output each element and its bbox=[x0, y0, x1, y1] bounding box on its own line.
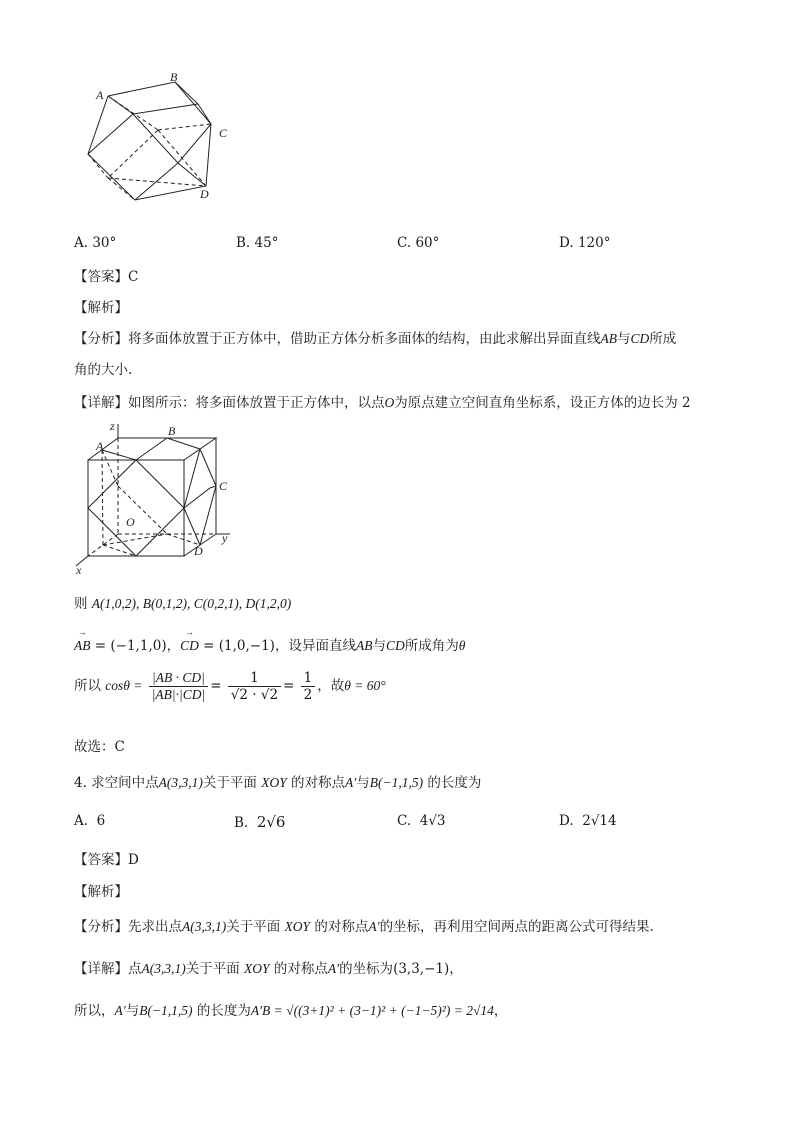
fig2-label-B: B bbox=[168, 424, 176, 438]
q3-vectors: → AB = (−1,1,0)，→ CD = (1,0,−1)，设异面直线AB与CD所成角为θ bbox=[74, 634, 465, 654]
q4-stem: 4. 求空间中点A(3,3,1)关于平面 XOY 的对称点A′与B(−1,1,5) 的长度为 bbox=[74, 775, 482, 791]
q3-conclusion: 故选：C bbox=[74, 739, 125, 755]
q4-final: 所以，A′与B(−1,1,5) 的长度为A′B = √((3+1)² + (3−1)² + (−1−5)²) = 2√14， bbox=[74, 1003, 508, 1019]
q4-jiexi-heading: 【解析】 bbox=[74, 884, 128, 900]
q4-option-b: B. 2√6 bbox=[234, 813, 286, 831]
fig1-label-B: B bbox=[170, 70, 178, 84]
q3-fenxi-cont: 角的大小. bbox=[74, 362, 133, 378]
figure-polyhedron bbox=[78, 68, 248, 208]
fig1-label-A: A bbox=[96, 88, 104, 102]
q4-option-d: D. 2√14 bbox=[559, 813, 617, 829]
q4-option-a: A. 6 bbox=[74, 813, 106, 829]
fig2-label-z: z bbox=[110, 419, 115, 433]
fig2-label-y: y bbox=[222, 531, 228, 545]
q3-cos-formula: 所以 cosθ = $\frac{|AB \cdot CD|}{|AB|\cdot|CD|}$ = $\frac{1}{√2 \cdot √2}$ = $\frac{1}{2}$ ，故θ = 60° bbox=[74, 670, 386, 703]
q3-fenxi: 【分析】将多面体放置于正方体中，借助正方体分析多面体的结构，由此求解出异面直线AB与CD所成 bbox=[74, 331, 677, 347]
fig2-label-D: D bbox=[194, 544, 203, 558]
fig2-label-C: C bbox=[219, 479, 228, 493]
fig1-label-C: C bbox=[219, 126, 228, 140]
figure-cube-coordinates bbox=[70, 418, 240, 574]
q3-option-b: B. 45° bbox=[236, 235, 279, 251]
fig2-label-A: A bbox=[96, 439, 104, 453]
q4-option-c: C. 4√3 bbox=[397, 813, 446, 829]
q3-option-d: D. 120° bbox=[559, 235, 611, 251]
fig1-label-D: D bbox=[200, 187, 209, 201]
q4-answer: 【答案】D bbox=[74, 852, 139, 868]
fig2-label-O: O bbox=[126, 515, 135, 529]
fig2-label-x: x bbox=[76, 563, 82, 574]
q4-xiangjie: 【详解】点A(3,3,1)关于平面 XOY 的对称点A′的坐标为(3,3,−1)， bbox=[74, 961, 463, 977]
q3-option-a: A. 30° bbox=[74, 235, 117, 251]
q3-xiangjie: 【详解】如图所示：将多面体放置于正方体中，以点O为原点建立空间直角坐标系，设正方体的边长为 2 bbox=[74, 395, 691, 411]
q3-coordinates: 则 A(1,0,2), B(0,1,2), C(0,2,1), D(1,2,0) bbox=[74, 596, 292, 612]
q3-answer: 【答案】C bbox=[74, 269, 139, 285]
q3-jiexi-heading: 【解析】 bbox=[74, 300, 128, 316]
q4-fenxi: 【分析】先求出点A(3,3,1)关于平面 XOY 的对称点A′的坐标，再利用空间两点的距离公式可得结果. bbox=[74, 919, 654, 935]
q3-option-c: C. 60° bbox=[397, 235, 440, 251]
